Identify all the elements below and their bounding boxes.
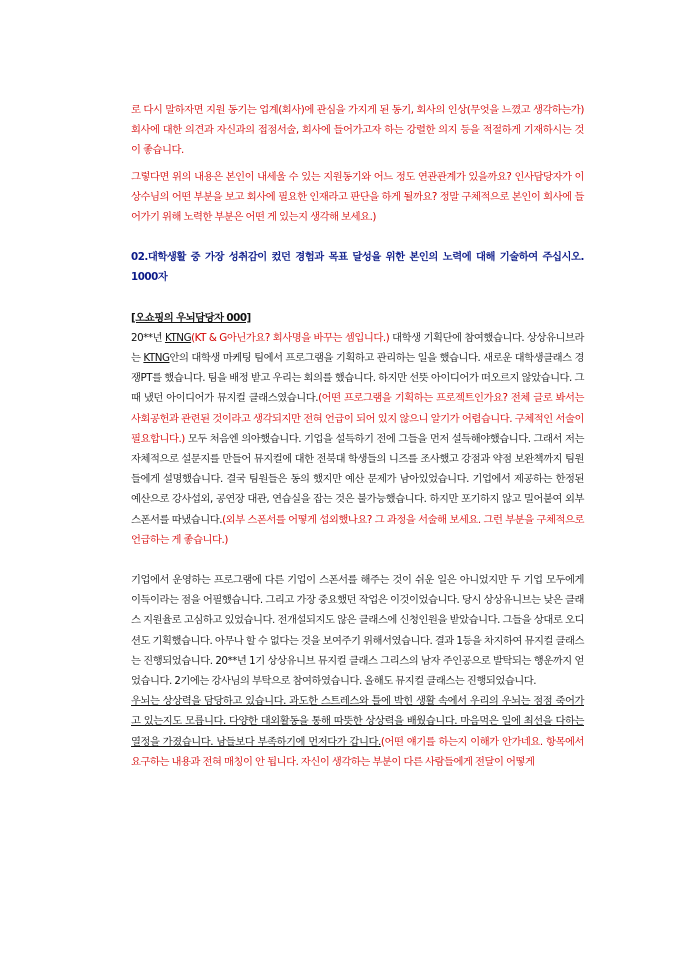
company-name: KTNG — [164, 331, 192, 344]
intro-paragraph-2: 그렇다면 위의 내용은 본인이 내세울 수 있는 지원동기와 어느 정도 연관관계가 있을까요? 인사담당자가 이상수님의 어떤 부분을 보고 회사에 필요한 인재라고 판단을 하게 될까요? 정말 구체적으로 본인이 회사에 들어가기 위해 노력한 부분은 어떤 게 있는지 생각해 보세요.) — [131, 170, 584, 224]
answer-paragraph-2: 기업에서 운영하는 프로그램에 다른 기업이 스폰서를 해주는 것이 쉬운 일은 아니었지만 두 기업 모두에게 이득이라는 점을 어필했습니다. 그리고 가장 중요했던 작업은 이것이었습니다. 당시 상상유니브는 낮은 클래스 지원율로 고심하고 있었습니다. 전개설되지도 않은 클래스에 신청인원을 받았습니다. 그들을 상대로 오디션도 기획했습니다. 아무나 할 수 없다는 것을 보여주기 위해서였습니다. 결과 1등을 차지하여 뮤지컬 클래스는 진행되었습니다. 20**년 1기 상상유니브 뮤지컬 클래스 그리스의 남자 주인공으로 발탁되는 행운까지 얻었습니다. 2기에는 강사님의 부탁으로 참여하였습니다. 올해도 뮤지컬 클래스는 진행되었습니다. — [131, 574, 584, 688]
text-run: 안의 대학생 마케팅 팀에서 프로그램을 기획하고 관리하는 일을 했습니다. 새로운 대학생클래스 경쟁PT를 했습니다. 팀을 배정 받고 우리는 회의를 했습니다. 하지만 선뜻 아이디어가 떠오르지 않았습니다. 그 때 냈던 아이디어가 뮤지컬 클래스였습니다. — [131, 352, 584, 405]
question-heading: 02.대학생활 중 가장 성취감이 컸던 경험과 목표 달성을 위한 본인의 노력에 대해 기술하여 주십시오. 1000자 — [131, 251, 584, 284]
review-comment: (어떤 얘기를 하는지 이해가 안가네요. 항목에서 요구하는 내용과 전혀 매칭이 안 됩니다. 자신이 생각하는 부분이 다른 사람들에게 전달이 어떻게 — [131, 735, 584, 768]
document-page — [131, 100, 584, 772]
answer-header: [오쇼핑의 우뇌담당자 000] — [131, 311, 251, 324]
answer-paragraph-1 — [131, 328, 584, 550]
text-run: 20**년 — [131, 331, 165, 344]
intro-paragraph: 로 다시 말하자면 지원 동기는 업계(회사)에 관심을 가지게 된 동기, 회사의 인상(무엇을 느꼈고 생각하는가) 회사에 대한 의견과 자신과의 접점서술, 회사에 들어가고자 하는 강렬한 의지 등을 적절하게 기재하시는 것이 좋습니다. — [131, 104, 584, 157]
review-comment: (외부 스폰서를 어떻게 섭외했나요? 그 과정을 서술해 보세요. 그런 부분을 구체적으로 언급하는 게 좋습니다.) — [131, 513, 584, 546]
answer-paragraph-3 — [131, 691, 584, 772]
review-comment: (KT & G아닌가요? 회사명을 바꾸는 셈입니다.) — [191, 331, 390, 344]
review-comment: (어떤 프로그램을 기획하는 프로젝트인가요? 전체 글로 봐서는 사회공헌과 관련된 것이라고 생각되지만 전혀 언급이 되어 있지 않으니 알기가 어렵습니다. 구체적인 서술이 필요합니다.) — [131, 392, 585, 445]
text-run: 우뇌는 상상력을 담당하고 있습니다. 과도한 스트레스와 틀에 박힌 생활 속에서 우리의 우뇌는 점점 죽어가고 있는지도 모릅니다. 다양한 대외활동을 통해 따뜻한 상상력을 배웠습니다. 마음먹은 일에 최선을 다하는 열정을 가졌습니다. 남들보다 부족하기에 먼저다가 갑니다. — [131, 695, 584, 748]
text-run: 대학생 기획단에 참여했습니다. 상상유니브라는 — [131, 331, 584, 365]
text-run: 모두 처음엔 의아했습니다. 기업을 설득하기 전에 그들을 먼저 설득해야했습니다. 그래서 저는 자체적으로 설문지를 만들어 뮤지컬에 대한 전북대 학생들의 니즈를 조사했고 강점과 약점 보완책까지 팀원들에게 설명했습니다. 결국 팀원들은 동의 했지만 예산 문제가 남아있었습니다. 기업에서 제공하는 한정된 예산으로 강사섭외, 공연장 대관, 연습실을 잡는 것은 불가능했습니다. 하지만 포기하지 않고 밀어붙여 외부 스폰서를 따냈습니다. — [131, 432, 584, 526]
company-name: KTNG — [143, 352, 170, 365]
